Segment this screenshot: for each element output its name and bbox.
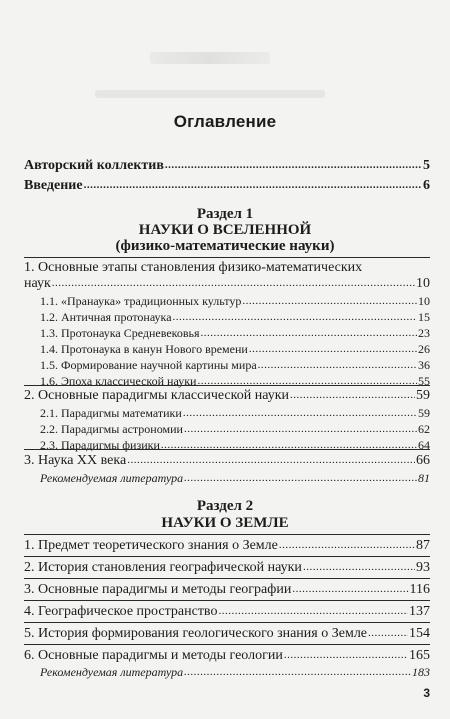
divider — [24, 556, 430, 557]
toc-entry-s1-ch3[interactable]: 3. Наука XX века ..... 66 — [24, 453, 430, 469]
section2-title: НАУКИ О ЗЕМЛЕ — [161, 515, 289, 531]
section1-heading: Раздел 1 — [196, 206, 254, 222]
toc-entry-s1-1-1[interactable]: 1.1. «Пранаука» традиционных культур ..... 10 — [40, 293, 430, 310]
toc-entry-s1-1-5[interactable]: 1.5. Формирование научной картины мира ..... 36 — [40, 357, 430, 374]
toc-entry-s1-ch1-line1: 1. Основные этапы становления физико-математических — [24, 260, 363, 275]
toc-entry-s1-1-2[interactable]: 1.2. Античная протонаука ..... 15 — [40, 309, 430, 326]
toc-entry-s2-literature[interactable]: Рекомендуемая литература ..... 183 — [40, 664, 430, 681]
section2-heading: Раздел 2 — [196, 498, 254, 514]
section1-subtitle: (физико-математические науки) — [115, 238, 335, 254]
page-number: 3 — [423, 686, 430, 700]
section1-title: НАУКИ О ВСЕЛЕННОЙ — [138, 222, 312, 238]
divider — [24, 449, 430, 450]
toc-entry-s1-2-1[interactable]: 2.1. Парадигмы математики ..... 59 — [40, 405, 430, 422]
divider — [24, 385, 430, 386]
divider — [24, 600, 430, 601]
toc-entry-s1-1-4[interactable]: 1.4. Протонаука в канун Нового времени ..... 26 — [40, 341, 430, 358]
toc-entry-s1-2-3[interactable]: 2.3. Парадигмы физики ..... 64 — [40, 437, 430, 454]
toc-entry-s2-ch3[interactable]: 3. Основные парадигмы и методы географии ..... 116 — [24, 582, 430, 598]
toc-entry-s1-ch1[interactable]: наук ..... 10 — [24, 276, 430, 292]
divider — [24, 622, 430, 623]
divider — [24, 257, 430, 258]
bleed-through-shadow — [150, 52, 270, 64]
bleed-through-shadow — [95, 90, 325, 98]
toc-entry-s2-ch2[interactable]: 2. История становления географической науки ..... 93 — [24, 560, 430, 576]
toc-entry-s1-2-2[interactable]: 2.2. Парадигмы астрономии ..... 62 — [40, 421, 430, 438]
toc-entry-s2-ch1[interactable]: 1. Предмет теоретического знания о Земле ..... 87 — [24, 538, 430, 554]
divider — [24, 578, 430, 579]
toc-title: Оглавление — [173, 112, 277, 131]
toc-entry-authors[interactable]: Авторский коллектив ..... 5 — [24, 158, 430, 174]
toc-entry-s1-ch2[interactable]: 2. Основные парадигмы классической науки ..... 59 — [24, 388, 430, 404]
toc-entry-intro[interactable]: Введение ..... 6 — [24, 178, 430, 194]
toc-entry-s2-ch4[interactable]: 4. Географическое пространство ..... 137 — [24, 604, 430, 620]
toc-entry-s1-1-3[interactable]: 1.3. Протонаука Средневековья ..... 23 — [40, 325, 430, 342]
toc-entry-s2-ch6[interactable]: 6. Основные парадигмы и методы геологии ..... 165 — [24, 648, 430, 664]
toc-entry-s1-1-6[interactable]: 1.6. Эпоха классической науки ..... 55 — [40, 373, 430, 390]
divider — [24, 644, 430, 645]
toc-entry-s2-ch5[interactable]: 5. История формирования геологического знания о Земле ..... 154 — [24, 626, 430, 642]
toc-entry-s1-literature[interactable]: Рекомендуемая литература ..... 81 — [40, 470, 430, 487]
divider — [24, 534, 430, 535]
